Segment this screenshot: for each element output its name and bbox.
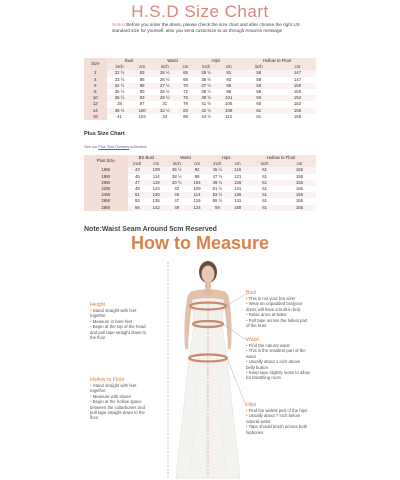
annotation-line: • Keep tape slightly loose to allow for breathing room xyxy=(246,370,310,381)
measurement-cell: 60 xyxy=(238,95,279,101)
measurement-cell: 36 ½ xyxy=(193,77,219,83)
measurement-cell: 59 xyxy=(206,205,229,211)
unit-cell: cm xyxy=(279,64,316,70)
unit-cell: inch xyxy=(165,161,188,167)
header-hollow: Hollow to Floor xyxy=(246,155,316,161)
measurement-cell: 41 xyxy=(107,114,133,120)
header-hips: Hips xyxy=(193,58,238,64)
measurement-cell: 56 xyxy=(128,205,148,211)
unit-cell: cm xyxy=(188,161,205,167)
measurement-cell: 155 xyxy=(283,205,316,211)
measurement-cell: 97 xyxy=(132,101,151,107)
size-cell: 6 xyxy=(84,83,107,89)
unit-cell: inch xyxy=(193,64,219,70)
measurement-cell: 104 xyxy=(188,180,205,186)
measurement-cell: 61 xyxy=(246,186,282,192)
size-cell: 26W xyxy=(84,198,128,204)
measurement-cell: 35 ½ xyxy=(107,89,133,95)
size-cell: 20W xyxy=(84,180,128,186)
measurement-cell: 47 xyxy=(165,198,188,204)
measurement-cell: 88 xyxy=(132,83,151,89)
unit-cell: cm xyxy=(132,64,151,70)
measurement-cell: 150 xyxy=(279,89,316,95)
measurement-cell: 42 ½ xyxy=(193,108,219,114)
measurement-cell: 105 xyxy=(219,101,238,107)
measurement-cell: 112 xyxy=(219,114,238,120)
size-cell: 18W xyxy=(84,174,128,180)
measurement-cell: 83 xyxy=(178,108,194,114)
measurement-cell: 116 xyxy=(229,167,246,173)
measurement-cell: 147 xyxy=(279,77,316,83)
measurement-cell: 47 xyxy=(128,180,148,186)
measurement-cell: 147 xyxy=(279,70,316,76)
annotation-line: • Relax arms at sides xyxy=(246,312,287,318)
measurement-cell: 155 xyxy=(283,167,316,173)
measurement-cell: 65 xyxy=(178,70,194,76)
header-bust: BS Bust xyxy=(128,155,166,161)
measurement-cell: 155 xyxy=(283,198,316,204)
plus-note-suffix: collection! xyxy=(130,145,148,149)
measurement-cell: 38 xyxy=(107,101,133,107)
measurement-cell: 119 xyxy=(188,198,205,204)
annotation-hips xyxy=(246,402,310,435)
measurement-cell: 155 xyxy=(279,108,316,114)
notice-body: Before you order the dress, please check the size chart and after choose the right US standard size for yourself, also you send customize to us through Amazon message xyxy=(112,22,300,34)
header-size: Size xyxy=(84,58,107,70)
unit-cell: inch xyxy=(128,161,148,167)
annotation-height xyxy=(90,302,150,340)
measurement-cell: 61 xyxy=(246,192,282,198)
measurement-cell: 43 xyxy=(165,186,188,192)
annotation-line: • Pull tape across the fullest part of the bust xyxy=(246,317,308,329)
annotation-title: Hollow to Floor xyxy=(90,377,125,383)
measurement-cell: 109 xyxy=(188,186,205,192)
measurement-cell: 155 xyxy=(283,174,316,180)
unit-cell: inch xyxy=(206,161,229,167)
measurement-cell: 34 xyxy=(152,114,178,120)
measurement-cell: 124 xyxy=(147,186,165,192)
measurement-cell: 61 xyxy=(246,174,282,180)
measurement-cell: 150 xyxy=(279,83,316,89)
unit-cell: cm xyxy=(178,64,194,70)
annotation-title: Height xyxy=(90,302,105,308)
size-cell: 16W xyxy=(84,167,128,173)
measurement-cell: 39 ½ xyxy=(193,95,219,101)
measurement-cell: 28 ½ xyxy=(152,89,178,95)
measurement-cell: 61 xyxy=(246,180,282,186)
plus-note-prefix: See our xyxy=(84,145,98,149)
measurement-cell: 35 ½ xyxy=(193,70,219,76)
measurement-cell: 101 xyxy=(219,95,238,101)
measurement-cell: 27 ½ xyxy=(152,83,178,89)
measurement-cell: 59 xyxy=(238,89,279,95)
measurement-cell: 152 xyxy=(279,101,316,107)
size-cell: 4 xyxy=(84,77,107,83)
measurement-cell: 36 ½ xyxy=(165,167,188,173)
measurement-cell: 92 xyxy=(188,167,205,173)
plus-size-dresses-link[interactable]: Plus Size Dresses xyxy=(98,145,130,149)
annotation-line: • Usually about 7 inch below natural waist xyxy=(246,413,300,424)
measurement-cell: 91 xyxy=(219,70,238,76)
table-row xyxy=(84,205,316,211)
size-cell: 12 xyxy=(84,101,107,107)
measurement-cell: 53 xyxy=(128,198,148,204)
measurement-cell: 44 ½ xyxy=(193,114,219,120)
annotation-line: • Begin at the top of the head and pull tape straight down to the floor xyxy=(90,324,147,341)
annotation-waist xyxy=(246,337,310,381)
measurement-cell: 68 xyxy=(178,77,194,83)
measurement-cell: 39 ½ xyxy=(107,108,133,114)
measurement-cell: 60 xyxy=(238,101,279,107)
measurement-cell: 114 xyxy=(147,174,165,180)
annotation-line: • This is the smallest part of the waist xyxy=(246,348,306,359)
annotation-title: Bust xyxy=(246,290,257,296)
measurement-cell: 93 xyxy=(219,77,238,83)
measurement-cell: 61 xyxy=(238,114,279,120)
measurement-cell: 155 xyxy=(283,180,316,186)
annotation-line: • Begin at the hollow space between the collarbones and pull tape straight down to the floor xyxy=(90,399,145,421)
measurement-cell: 33 ½ xyxy=(107,77,133,83)
measurement-cell: 96 xyxy=(219,83,238,89)
measurement-cell: 142 xyxy=(147,205,165,211)
measurement-cell: 155 xyxy=(283,192,316,198)
header-bust: Bust xyxy=(107,58,152,64)
measurement-cell: 53 ½ xyxy=(206,192,229,198)
header-hips: Hips xyxy=(206,155,247,161)
measurement-cell: 25 ½ xyxy=(152,70,178,76)
measurement-cell: 51 xyxy=(128,192,148,198)
unit-cell: inch xyxy=(107,64,133,70)
unit-cell: inch xyxy=(152,64,178,70)
annotation-line: • Usually about 1 inch above belly button xyxy=(246,359,301,370)
size-cell: 22W xyxy=(84,186,128,192)
annotation-line: • Tape should brush across both hipbones xyxy=(246,424,308,435)
measurement-cell: 152 xyxy=(279,95,316,101)
size-cell: 14 xyxy=(84,108,107,114)
measurement-cell: 61 xyxy=(238,108,279,114)
size-chart-title: H.S.D Size Chart xyxy=(131,2,269,21)
unit-cell: inch xyxy=(238,64,279,70)
measurement-cell: 45 xyxy=(165,192,188,198)
size-cell: 8 xyxy=(84,89,107,95)
measurement-cell: 108 xyxy=(219,108,238,114)
unit-cell: cm xyxy=(229,161,246,167)
measurement-cell: 38 ½ xyxy=(193,89,219,95)
plus-size-note xyxy=(84,145,147,149)
annotation-line: • Measure with shoes xyxy=(90,393,131,399)
regular-size-table xyxy=(84,58,316,120)
measurement-cell: 109 xyxy=(147,167,165,173)
size-cell: 2 xyxy=(84,70,107,76)
measurement-cell: 90 xyxy=(132,89,151,95)
measurement-cell: 32 ½ xyxy=(152,108,178,114)
table-row xyxy=(84,114,316,120)
plus-size-table xyxy=(84,155,316,211)
measurement-cell: 98 xyxy=(188,174,205,180)
annotation-title: Waist xyxy=(246,337,259,343)
measurement-cell: 47 ½ xyxy=(206,174,229,180)
measurement-cell: 49 ½ xyxy=(206,180,229,186)
measurement-cell: 124 xyxy=(188,205,205,211)
measurement-cell: 121 xyxy=(229,174,246,180)
measurement-cell: 32 ½ xyxy=(107,70,133,76)
measurement-cell: 34 ½ xyxy=(107,83,133,89)
measurement-cell: 155 xyxy=(279,114,316,120)
measurement-cell: 141 xyxy=(229,198,246,204)
size-cell: 24W xyxy=(84,192,128,198)
annotation-bust xyxy=(246,290,310,328)
measurement-cell: 45 ½ xyxy=(206,167,229,173)
size-cell: 28W xyxy=(84,205,128,211)
annotation-line: • Stand straight with feet together xyxy=(90,383,137,394)
measurement-cell: 61 xyxy=(246,167,282,173)
measurement-cell: 75 xyxy=(178,95,194,101)
measurement-cell: 85 xyxy=(132,77,151,83)
measurement-cell: 104 xyxy=(132,114,151,120)
measurement-cell: 51 ½ xyxy=(206,186,229,192)
measurement-cell: 38 ½ xyxy=(165,174,188,180)
unit-cell: cm xyxy=(219,64,238,70)
measurement-cell: 36 ½ xyxy=(107,95,133,101)
measurement-cell: 150 xyxy=(229,205,246,211)
measurement-cell: 49 xyxy=(165,205,188,211)
annotation-line: • Measure in bare feet xyxy=(90,318,133,324)
measurement-cell: 70 xyxy=(178,83,194,89)
measurement-cell: 55 ½ xyxy=(206,198,229,204)
size-cell: 10 xyxy=(84,95,107,101)
annotation-hollow-to-floor xyxy=(90,377,150,421)
measurement-cell: 79 xyxy=(178,101,194,107)
measurement-cell: 31 xyxy=(152,101,178,107)
measurement-cell: 100 xyxy=(132,108,151,114)
header-size: Plus Size xyxy=(84,155,128,167)
unit-cell: cm xyxy=(283,161,316,167)
notice-text xyxy=(112,22,302,35)
measurement-cell: 61 xyxy=(246,198,282,204)
annotation-title: Hips xyxy=(246,402,257,408)
unit-cell: cm xyxy=(147,161,165,167)
measurement-cell: 37 ½ xyxy=(193,83,219,89)
measurement-cell: 131 xyxy=(229,186,246,192)
annotation-line: • This is not your bra size! xyxy=(246,296,296,301)
plus-size-title: Plus Size Chart xyxy=(84,131,125,137)
measurement-cell: 119 xyxy=(147,180,165,186)
measurement-cell: 86 xyxy=(178,114,194,120)
measurement-cell: 49 xyxy=(128,186,148,192)
measurement-cell: 114 xyxy=(188,192,205,198)
annotation-line: • Stand straight with feet together xyxy=(90,308,137,319)
annotation-line: • Find the widest part of the hips xyxy=(246,408,308,413)
measurement-cell: 98 xyxy=(219,89,238,95)
measurement-cell: 58 xyxy=(238,70,279,76)
measurement-cell: 45 xyxy=(128,174,148,180)
how-to-measure-title: How to Measure xyxy=(130,233,270,253)
measurement-cell: 130 xyxy=(147,192,165,198)
annotation-line: • Find the natural waist xyxy=(246,343,290,348)
waist-seam-note: Note:Waist Seam Around 5cm Reserved xyxy=(84,226,217,233)
header-hollow: Hollow to Floor xyxy=(238,58,316,64)
measurement-cell: 58 xyxy=(238,77,279,83)
measurement-cell: 61 xyxy=(246,205,282,211)
measurement-cell: 135 xyxy=(147,198,165,204)
unit-cell: inch xyxy=(246,161,282,167)
measurement-cell: 43 xyxy=(128,167,148,173)
annotation-line: • Wear an unpadded bra(your dress will have a built-in bra) xyxy=(246,301,303,312)
measurement-cell: 93 xyxy=(132,95,151,101)
header-waist: Waist xyxy=(152,58,193,64)
measurement-cell: 155 xyxy=(283,186,316,192)
header-waist: Waist xyxy=(165,155,206,161)
measurement-cell: 126 xyxy=(229,180,246,186)
measurement-cell: 136 xyxy=(229,192,246,198)
size-cell: 16 xyxy=(84,114,107,120)
measurement-cell: 26 ½ xyxy=(152,77,178,83)
measurement-cell: 29 ½ xyxy=(152,95,178,101)
measurement-cell: 59 xyxy=(238,83,279,89)
measurement-cell: 40 ½ xyxy=(165,180,188,186)
measurement-cell: 41 ½ xyxy=(193,101,219,107)
measurement-cell: 83 xyxy=(132,70,151,76)
notice-label: Notice: xyxy=(112,22,127,27)
measurement-cell: 72 xyxy=(178,89,194,95)
